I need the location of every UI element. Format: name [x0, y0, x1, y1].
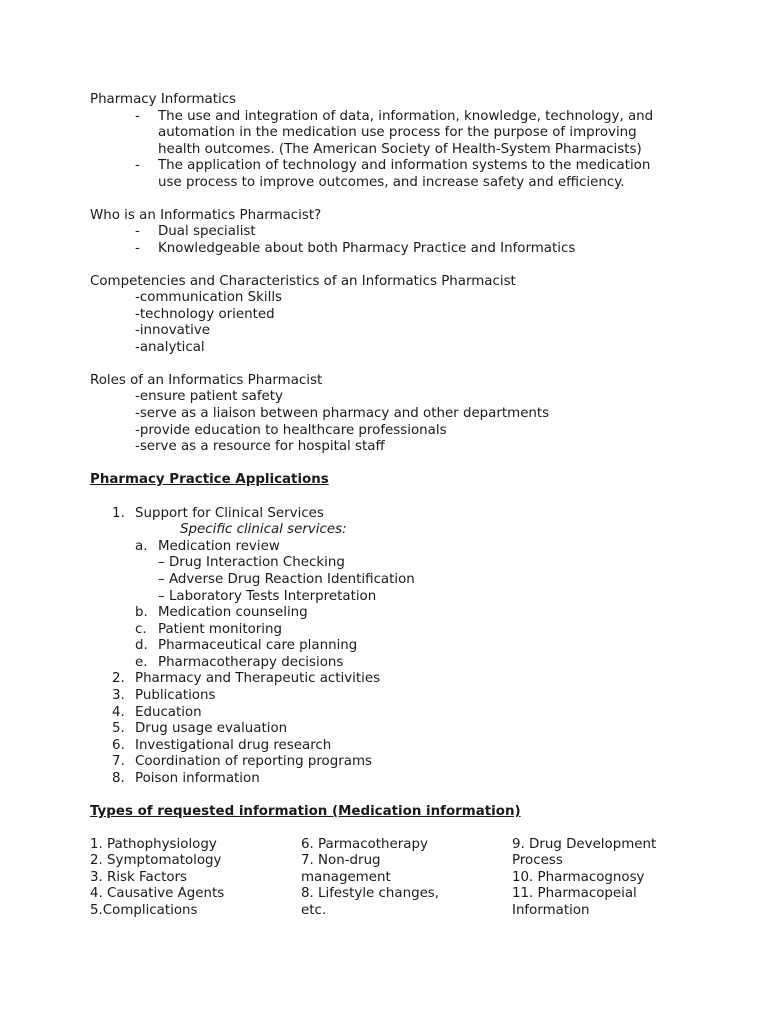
column-3-item: 10. Pharmacognosy [512, 870, 645, 885]
list-letter: e. [135, 655, 148, 670]
list-letter: b. [135, 605, 148, 620]
list-item: Pharmaceutical care planning [158, 638, 358, 653]
list-item: Education [135, 705, 202, 720]
heading-pharmacy-practice-applications: Pharmacy Practice Applications [90, 472, 329, 487]
column-1-item: 4. Causative Agents [90, 886, 225, 901]
list-number: 1. [112, 506, 125, 521]
heading-types-of-requested-information: Types of requested information (Medication information) [90, 804, 521, 819]
bullet-marker: - [135, 224, 140, 239]
list-item: – Laboratory Tests Interpretation [158, 589, 377, 604]
list-item: Investigational drug research [135, 738, 332, 753]
list-item: – Adverse Drug Reaction Identification [158, 572, 415, 587]
list-item: -communication Skills [135, 290, 283, 305]
bullet-marker: - [135, 158, 140, 173]
list-item: Dual specialist [158, 224, 256, 239]
definition-line: health outcomes. (The American Society of Health-System Pharmacists) [158, 142, 642, 157]
column-3-item: 9. Drug Development [512, 837, 657, 852]
heading-roles: Roles of an Informatics Pharmacist [90, 373, 323, 388]
list-number: 8. [112, 771, 125, 786]
definition-line: The use and integration of data, information, knowledge, technology, and [158, 109, 654, 124]
list-number: 5. [112, 721, 125, 736]
list-item: Publications [135, 688, 216, 703]
list-item: Patient monitoring [158, 622, 282, 637]
list-item: -ensure patient safety [135, 389, 283, 404]
column-3-item: Information [512, 903, 590, 918]
bullet-marker: - [135, 109, 140, 124]
list-item: – Drug Interaction Checking [158, 555, 345, 570]
subheading-specific-services: Specific clinical services: [180, 522, 347, 537]
bullet-marker: - [135, 241, 140, 256]
heading-pharmacy-informatics: Pharmacy Informatics [90, 92, 237, 107]
list-item: -provide education to healthcare professionals [135, 423, 447, 438]
column-3-item: 11. Pharmacopeial [512, 886, 637, 901]
list-number: 4. [112, 705, 125, 720]
list-letter: d. [135, 638, 148, 653]
list-item: Poison information [135, 771, 260, 786]
list-letter: c. [135, 622, 147, 637]
list-item: -serve as a resource for hospital staff [135, 439, 385, 454]
list-item: Medication review [158, 539, 280, 554]
heading-who-is-informatics-pharmacist: Who is an Informatics Pharmacist? [90, 208, 322, 223]
column-1-item: 3. Risk Factors [90, 870, 188, 885]
list-item: Support for Clinical Services [135, 506, 324, 521]
list-number: 6. [112, 738, 125, 753]
definition-line: use process to improve outcomes, and increase safety and efficiency. [158, 175, 625, 190]
list-number: 7. [112, 754, 125, 769]
list-item: -analytical [135, 340, 205, 355]
column-2-item: 7. Non-drug [301, 853, 381, 868]
definition-line: automation in the medication use process for the purpose of improving [158, 125, 637, 140]
list-item: Pharmacy and Therapeutic activities [135, 671, 381, 686]
list-item: Medication counseling [158, 605, 308, 620]
list-item: -innovative [135, 323, 210, 338]
column-2-item: management [301, 870, 391, 885]
column-2-item: 8. Lifestyle changes, [301, 886, 440, 901]
column-2-item: 6. Parmacotherapy [301, 837, 428, 852]
column-1-item: 5.Complications [90, 903, 198, 918]
list-letter: a. [135, 539, 148, 554]
list-item: Pharmacotherapy decisions [158, 655, 344, 670]
heading-competencies: Competencies and Characteristics of an Informatics Pharmacist [90, 274, 516, 289]
column-1-item: 2. Symptomatology [90, 853, 222, 868]
list-item: Drug usage evaluation [135, 721, 288, 736]
list-number: 3. [112, 688, 125, 703]
list-number: 2. [112, 671, 125, 686]
column-1-item: 1. Pathophysiology [90, 837, 217, 852]
column-3-item: Process [512, 853, 563, 868]
list-item: Knowledgeable about both Pharmacy Practice and Informatics [158, 241, 576, 256]
list-item: -serve as a liaison between pharmacy and other departments [135, 406, 550, 421]
column-2-item: etc. [301, 903, 327, 918]
list-item: Coordination of reporting programs [135, 754, 372, 769]
list-item: -technology oriented [135, 307, 275, 322]
definition-line: The application of technology and information systems to the medication [158, 158, 651, 173]
